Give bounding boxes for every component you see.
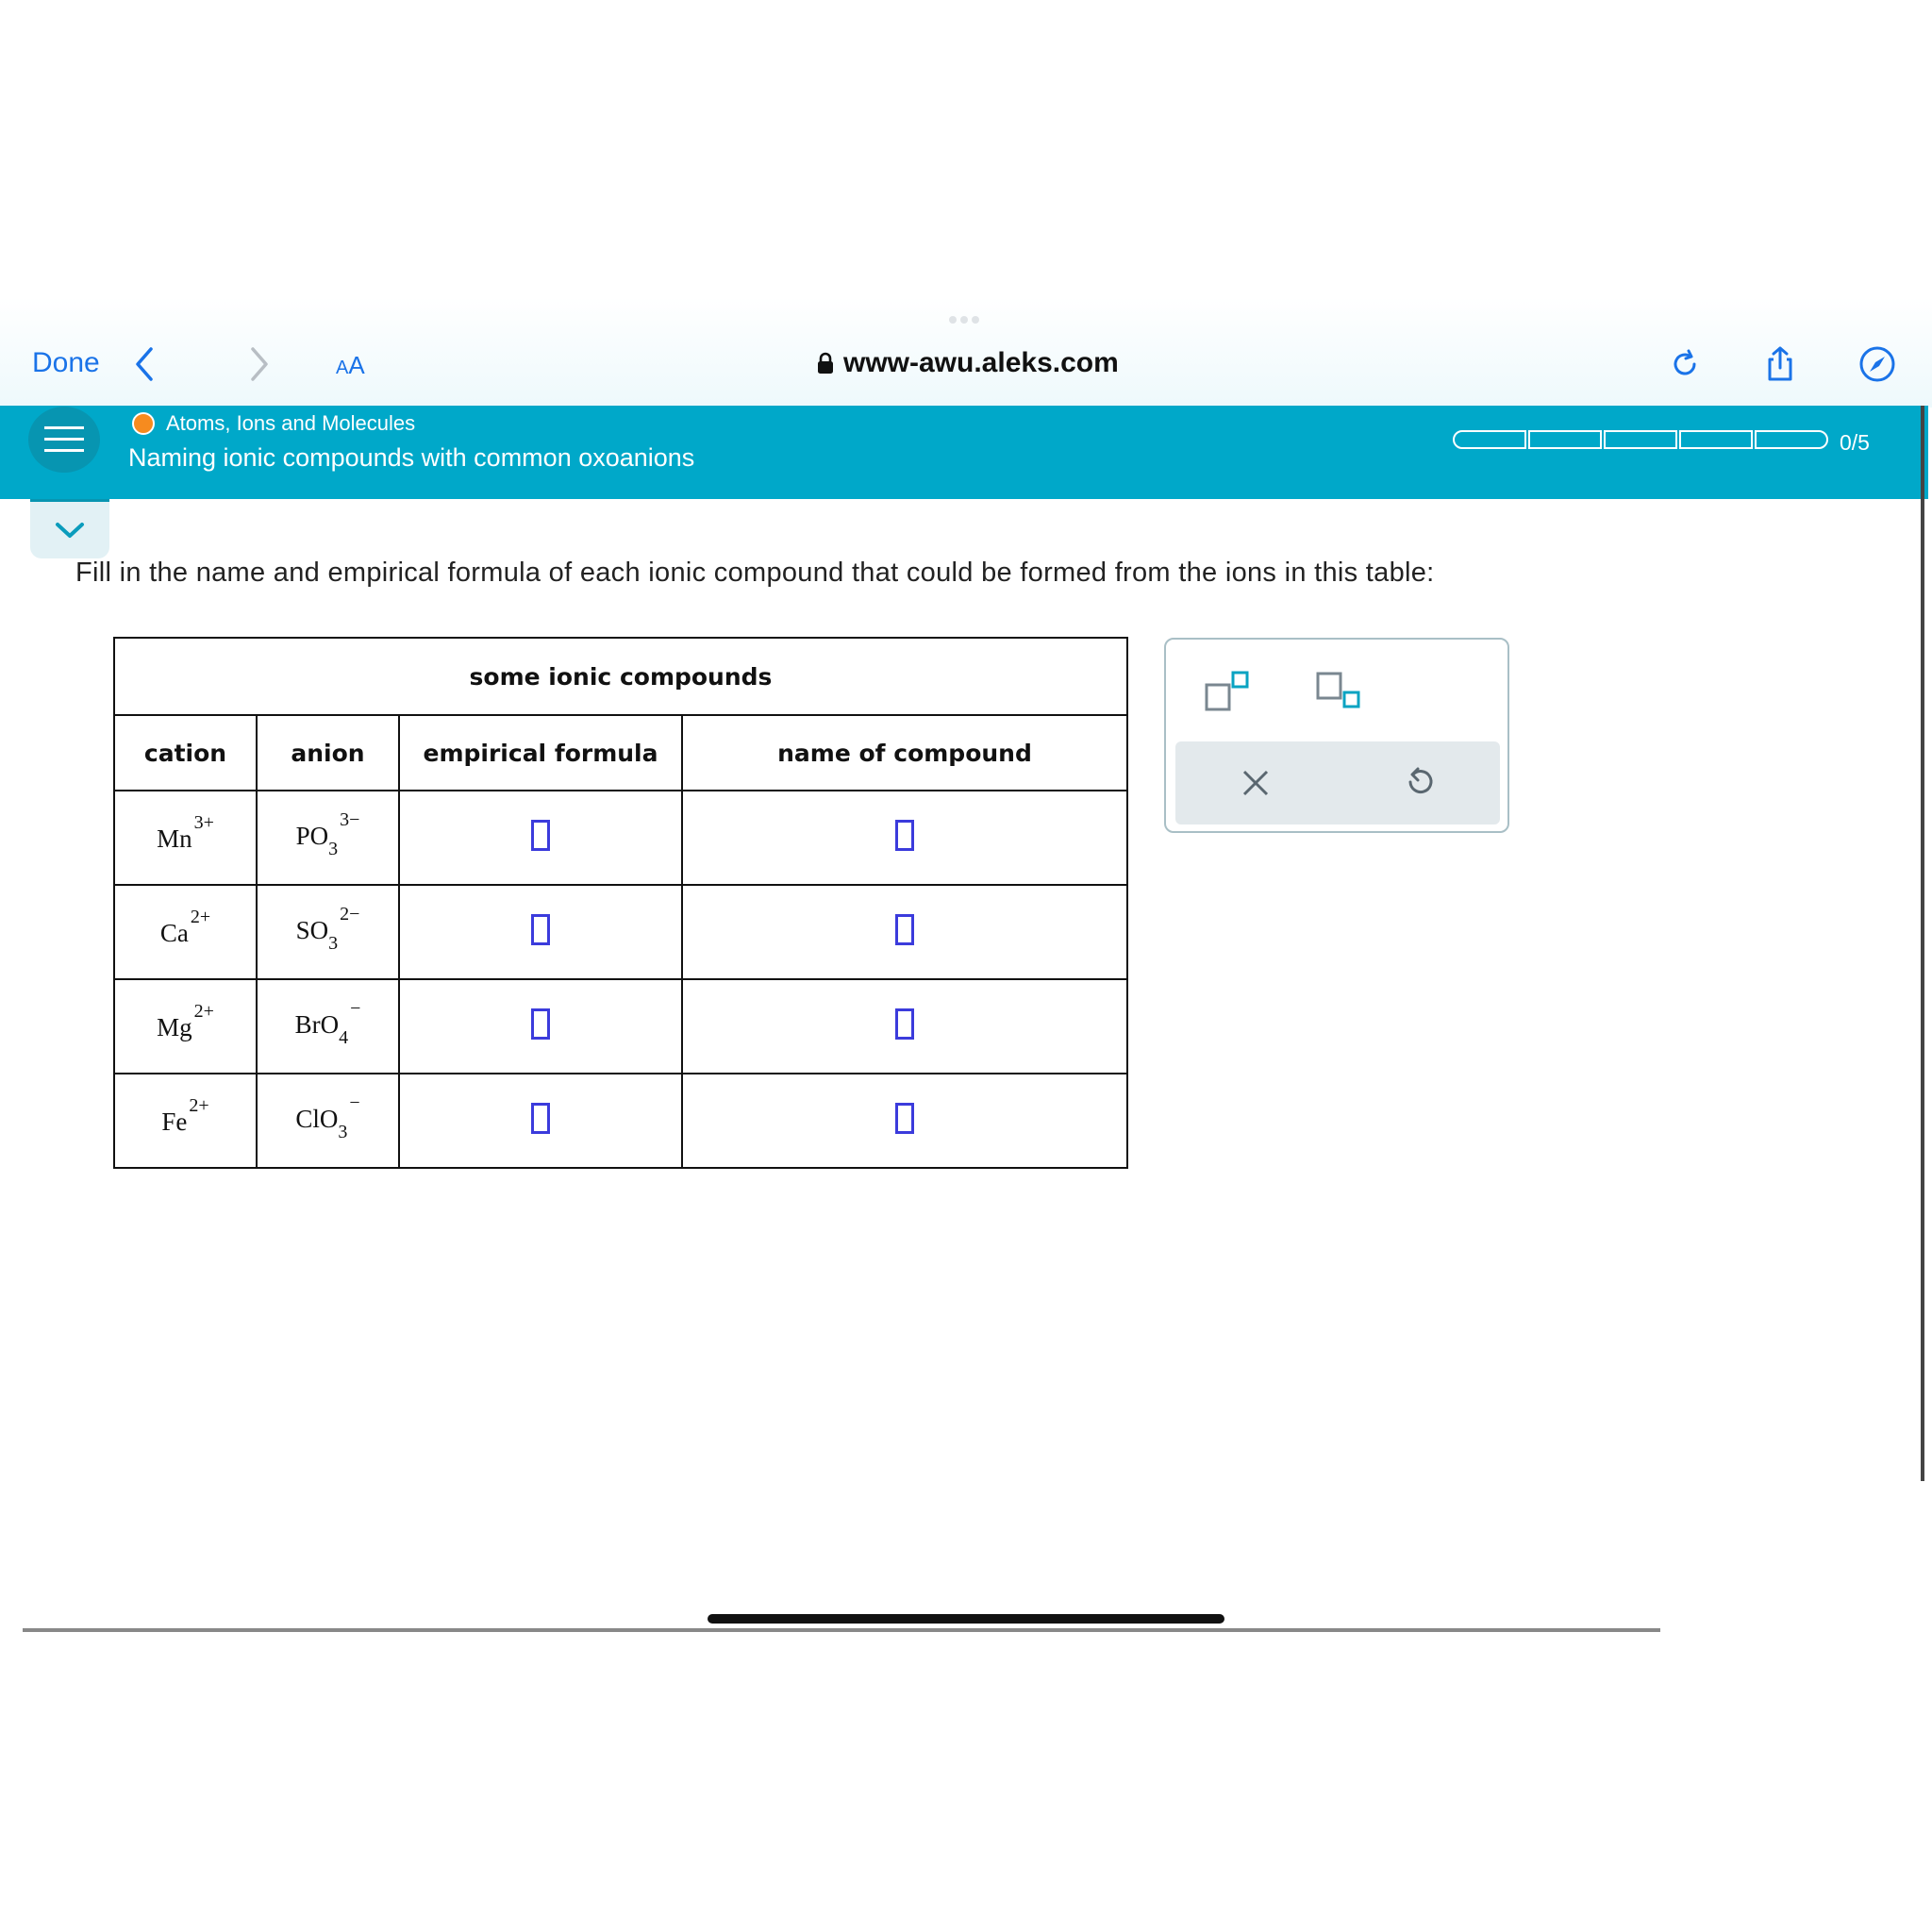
table-row <box>114 979 1127 1074</box>
empirical-formula-cell <box>399 1074 682 1168</box>
column-header-empirical-formula: empirical formula <box>399 715 682 791</box>
progress-bar <box>1453 430 1830 449</box>
anion-charge: − <box>350 998 361 1020</box>
undo-icon[interactable] <box>1402 765 1436 801</box>
done-button[interactable]: Done <box>32 347 100 378</box>
horizontal-divider <box>23 1628 1660 1632</box>
progress-segment <box>1604 430 1677 449</box>
cation-symbol: Mg <box>157 1013 192 1041</box>
cation-cell <box>114 885 257 979</box>
anion-subscript: 3 <box>328 838 339 859</box>
column-header-anion: anion <box>257 715 399 791</box>
cation-charge: 2+ <box>189 1095 209 1116</box>
empirical-formula-input[interactable] <box>531 820 550 851</box>
anion-cell <box>257 885 399 979</box>
share-icon[interactable] <box>1761 345 1799 383</box>
anion-subscript: 4 <box>339 1026 349 1048</box>
anion-cell <box>257 791 399 885</box>
compass-icon[interactable] <box>1858 345 1896 383</box>
url-text: www-awu.aleks.com <box>843 347 1119 378</box>
topic-title: Atoms, Ions and Molecules <box>166 411 416 435</box>
anion-base: PO <box>295 822 329 851</box>
compound-name-input[interactable] <box>895 914 914 945</box>
cation-symbol: Mn <box>157 824 192 853</box>
text-size-large-label: A <box>348 351 365 379</box>
column-header-name: name of compound <box>682 715 1127 791</box>
tool-actions <box>1175 741 1500 824</box>
hamburger-icon <box>44 425 84 455</box>
anion-subscript: 3 <box>328 932 339 954</box>
table-row <box>114 791 1127 885</box>
cation-symbol: Fe <box>161 1108 188 1136</box>
collapse-header-button[interactable] <box>30 499 109 558</box>
cation-symbol: Ca <box>159 919 189 947</box>
compound-name-cell <box>682 791 1127 885</box>
progress-segment <box>1528 430 1602 449</box>
cation-charge: 2+ <box>193 1001 214 1022</box>
progress-segment <box>1679 430 1753 449</box>
address-bar[interactable] <box>817 347 1119 379</box>
lock-icon <box>817 352 834 375</box>
chevron-down-icon <box>54 520 86 541</box>
lesson-title: Naming ionic compounds with common oxoanions <box>128 443 695 472</box>
anion-charge: 3− <box>340 809 360 831</box>
progress-label: 0/5 <box>1840 430 1870 455</box>
cation-cell <box>114 791 257 885</box>
empirical-formula-input[interactable] <box>531 914 550 945</box>
problem-prompt: Fill in the name and empirical formula of each ionic compound that could be formed from the ions in this table: <box>75 558 1435 588</box>
cation-cell <box>114 979 257 1074</box>
menu-button[interactable] <box>28 407 100 473</box>
forward-arrow-icon[interactable] <box>247 345 272 383</box>
anion-charge: − <box>349 1092 360 1114</box>
anion-cell <box>257 979 399 1074</box>
compound-name-input[interactable] <box>895 1103 914 1134</box>
progress-segment <box>1453 430 1526 449</box>
topic-status-dot <box>132 412 155 435</box>
empirical-formula-cell <box>399 885 682 979</box>
table-row <box>114 885 1127 979</box>
math-tool-panel <box>1164 638 1509 833</box>
close-icon[interactable] <box>1240 767 1272 799</box>
ionic-compounds-table <box>113 637 1128 1169</box>
progress-segment <box>1755 430 1828 449</box>
empirical-formula-cell <box>399 979 682 1074</box>
anion-subscript: 3 <box>338 1121 348 1142</box>
compound-name-cell <box>682 885 1127 979</box>
compound-name-cell <box>682 1074 1127 1168</box>
compound-name-input[interactable] <box>895 820 914 851</box>
anion-base: BrO <box>294 1010 340 1040</box>
topic-row <box>132 411 415 436</box>
superscript-icon[interactable] <box>1204 670 1253 713</box>
table-caption: some ionic compounds <box>114 638 1127 715</box>
anion-charge: 2− <box>340 904 360 925</box>
cation-charge: 2+ <box>190 907 211 927</box>
text-size-button[interactable] <box>336 351 365 380</box>
cation-charge: 3+ <box>193 812 214 833</box>
empirical-formula-input[interactable] <box>531 1103 550 1134</box>
table-row <box>114 1074 1127 1168</box>
anion-base: SO <box>295 916 329 945</box>
back-arrow-icon[interactable] <box>132 345 157 383</box>
window-grabber[interactable] <box>949 311 983 319</box>
text-size-small-label: A <box>336 358 349 378</box>
compound-name-input[interactable] <box>895 1008 914 1040</box>
subscript-icon[interactable] <box>1315 670 1364 713</box>
cation-cell <box>114 1074 257 1168</box>
scrollbar[interactable] <box>1921 406 1924 1481</box>
anion-cell <box>257 1074 399 1168</box>
reload-icon[interactable] <box>1666 345 1704 383</box>
empirical-formula-input[interactable] <box>531 1008 550 1040</box>
home-indicator[interactable] <box>708 1614 1224 1624</box>
anion-base: ClO <box>295 1105 339 1134</box>
compound-name-cell <box>682 979 1127 1074</box>
empirical-formula-cell <box>399 791 682 885</box>
column-header-cation: cation <box>114 715 257 791</box>
